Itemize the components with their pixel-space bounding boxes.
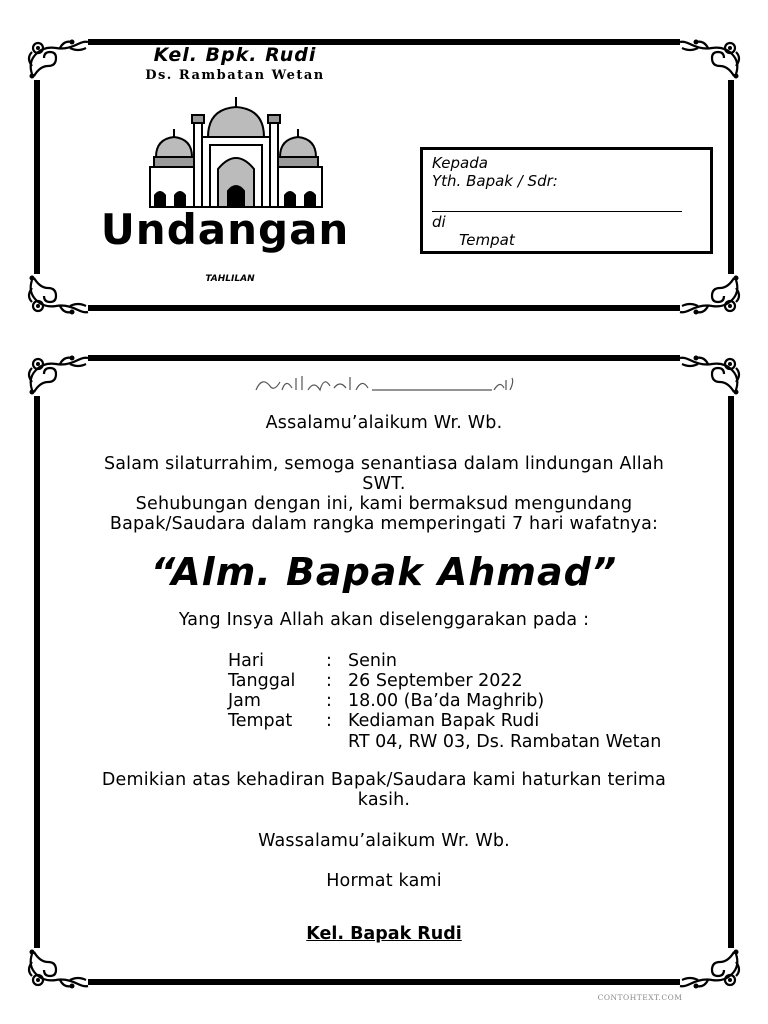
signer-name: Kel. Bapak Rudi [306, 924, 462, 944]
address-place: Tempat [459, 231, 515, 249]
detail-colon: : [326, 711, 332, 731]
corner-ornament-icon [678, 948, 742, 992]
cover-village: Ds. Rambatan Wetan [145, 68, 325, 83]
detail-colon: : [326, 671, 332, 691]
greeting-line-1: Salam silaturrahim, semoga senantiasa dalam lindungan Allah [103, 454, 665, 474]
detail-row-date [0, 671, 768, 691]
closing-line-2: kasih. [357, 790, 411, 810]
address-di: di [432, 213, 446, 231]
address-to: Kepada [432, 154, 488, 172]
cover-family-name: Kel. Bpk. Rudi [153, 44, 317, 66]
detail-label: Tanggal [228, 671, 296, 691]
closing-line-1: Demikian atas kehadiran Bapak/Saudara kami haturkan terima [101, 770, 667, 790]
opening-greeting: Assalamu’alaikum Wr. Wb. [265, 413, 503, 433]
corner-ornament-icon [26, 36, 90, 80]
detail-row-time [0, 691, 768, 711]
watermark: CONTOHTEXT.COM [597, 993, 683, 1002]
detail-colon: : [326, 651, 332, 671]
detail-row-address [0, 732, 768, 752]
detail-row-place [0, 711, 768, 731]
detail-value: Kediaman Bapak Rudi [348, 711, 540, 731]
address-blank-line [432, 211, 682, 212]
farewell-greeting: Wassalamu’alaikum Wr. Wb. [258, 831, 510, 851]
corner-ornament-icon [678, 352, 742, 396]
corner-ornament-icon [26, 274, 90, 318]
frame-right-border [728, 80, 734, 274]
purpose-line-1: Sehubungan dengan ini, kami bermaksud mengundang [135, 494, 633, 514]
detail-address-continuation: RT 04, RW 03, Ds. Rambatan Wetan [348, 732, 662, 752]
detail-colon: : [326, 691, 332, 711]
mosque-icon [148, 95, 324, 210]
greeting-line-2: SWT. [362, 474, 406, 494]
detail-label: Hari [228, 651, 264, 671]
frame-bottom-border [88, 979, 680, 985]
detail-value: 18.00 (Ba’da Maghrib) [348, 691, 545, 711]
frame-bottom-border [88, 305, 680, 311]
deceased-name: “Alm. Bapak Ahmad” [150, 550, 618, 594]
regards: Hormat kami [326, 871, 442, 891]
corner-ornament-icon [678, 274, 742, 318]
address-box [420, 147, 713, 254]
cover-subtitle: TAHLILAN [205, 274, 255, 284]
purpose-line-2: Bapak/Saudara dalam rangka memperingati 7 hari wafatnya: [109, 514, 659, 534]
address-recipient: Yth. Bapak / Sdr: [432, 172, 558, 190]
frame-top-border [88, 355, 680, 361]
corner-ornament-icon [26, 352, 90, 396]
detail-row-day [0, 651, 768, 671]
frame-left-border [34, 80, 40, 274]
detail-value: 26 September 2022 [348, 671, 523, 691]
event-intro: Yang Insya Allah akan diselenggarakan pada : [178, 610, 590, 630]
detail-label: Tempat [228, 711, 293, 731]
corner-ornament-icon [678, 36, 742, 80]
detail-label: Jam [228, 691, 261, 711]
bismillah-calligraphy-icon [252, 372, 516, 396]
corner-ornament-icon [26, 948, 90, 992]
cover-title: Undangan [100, 205, 350, 254]
detail-value: Senin [348, 651, 397, 671]
